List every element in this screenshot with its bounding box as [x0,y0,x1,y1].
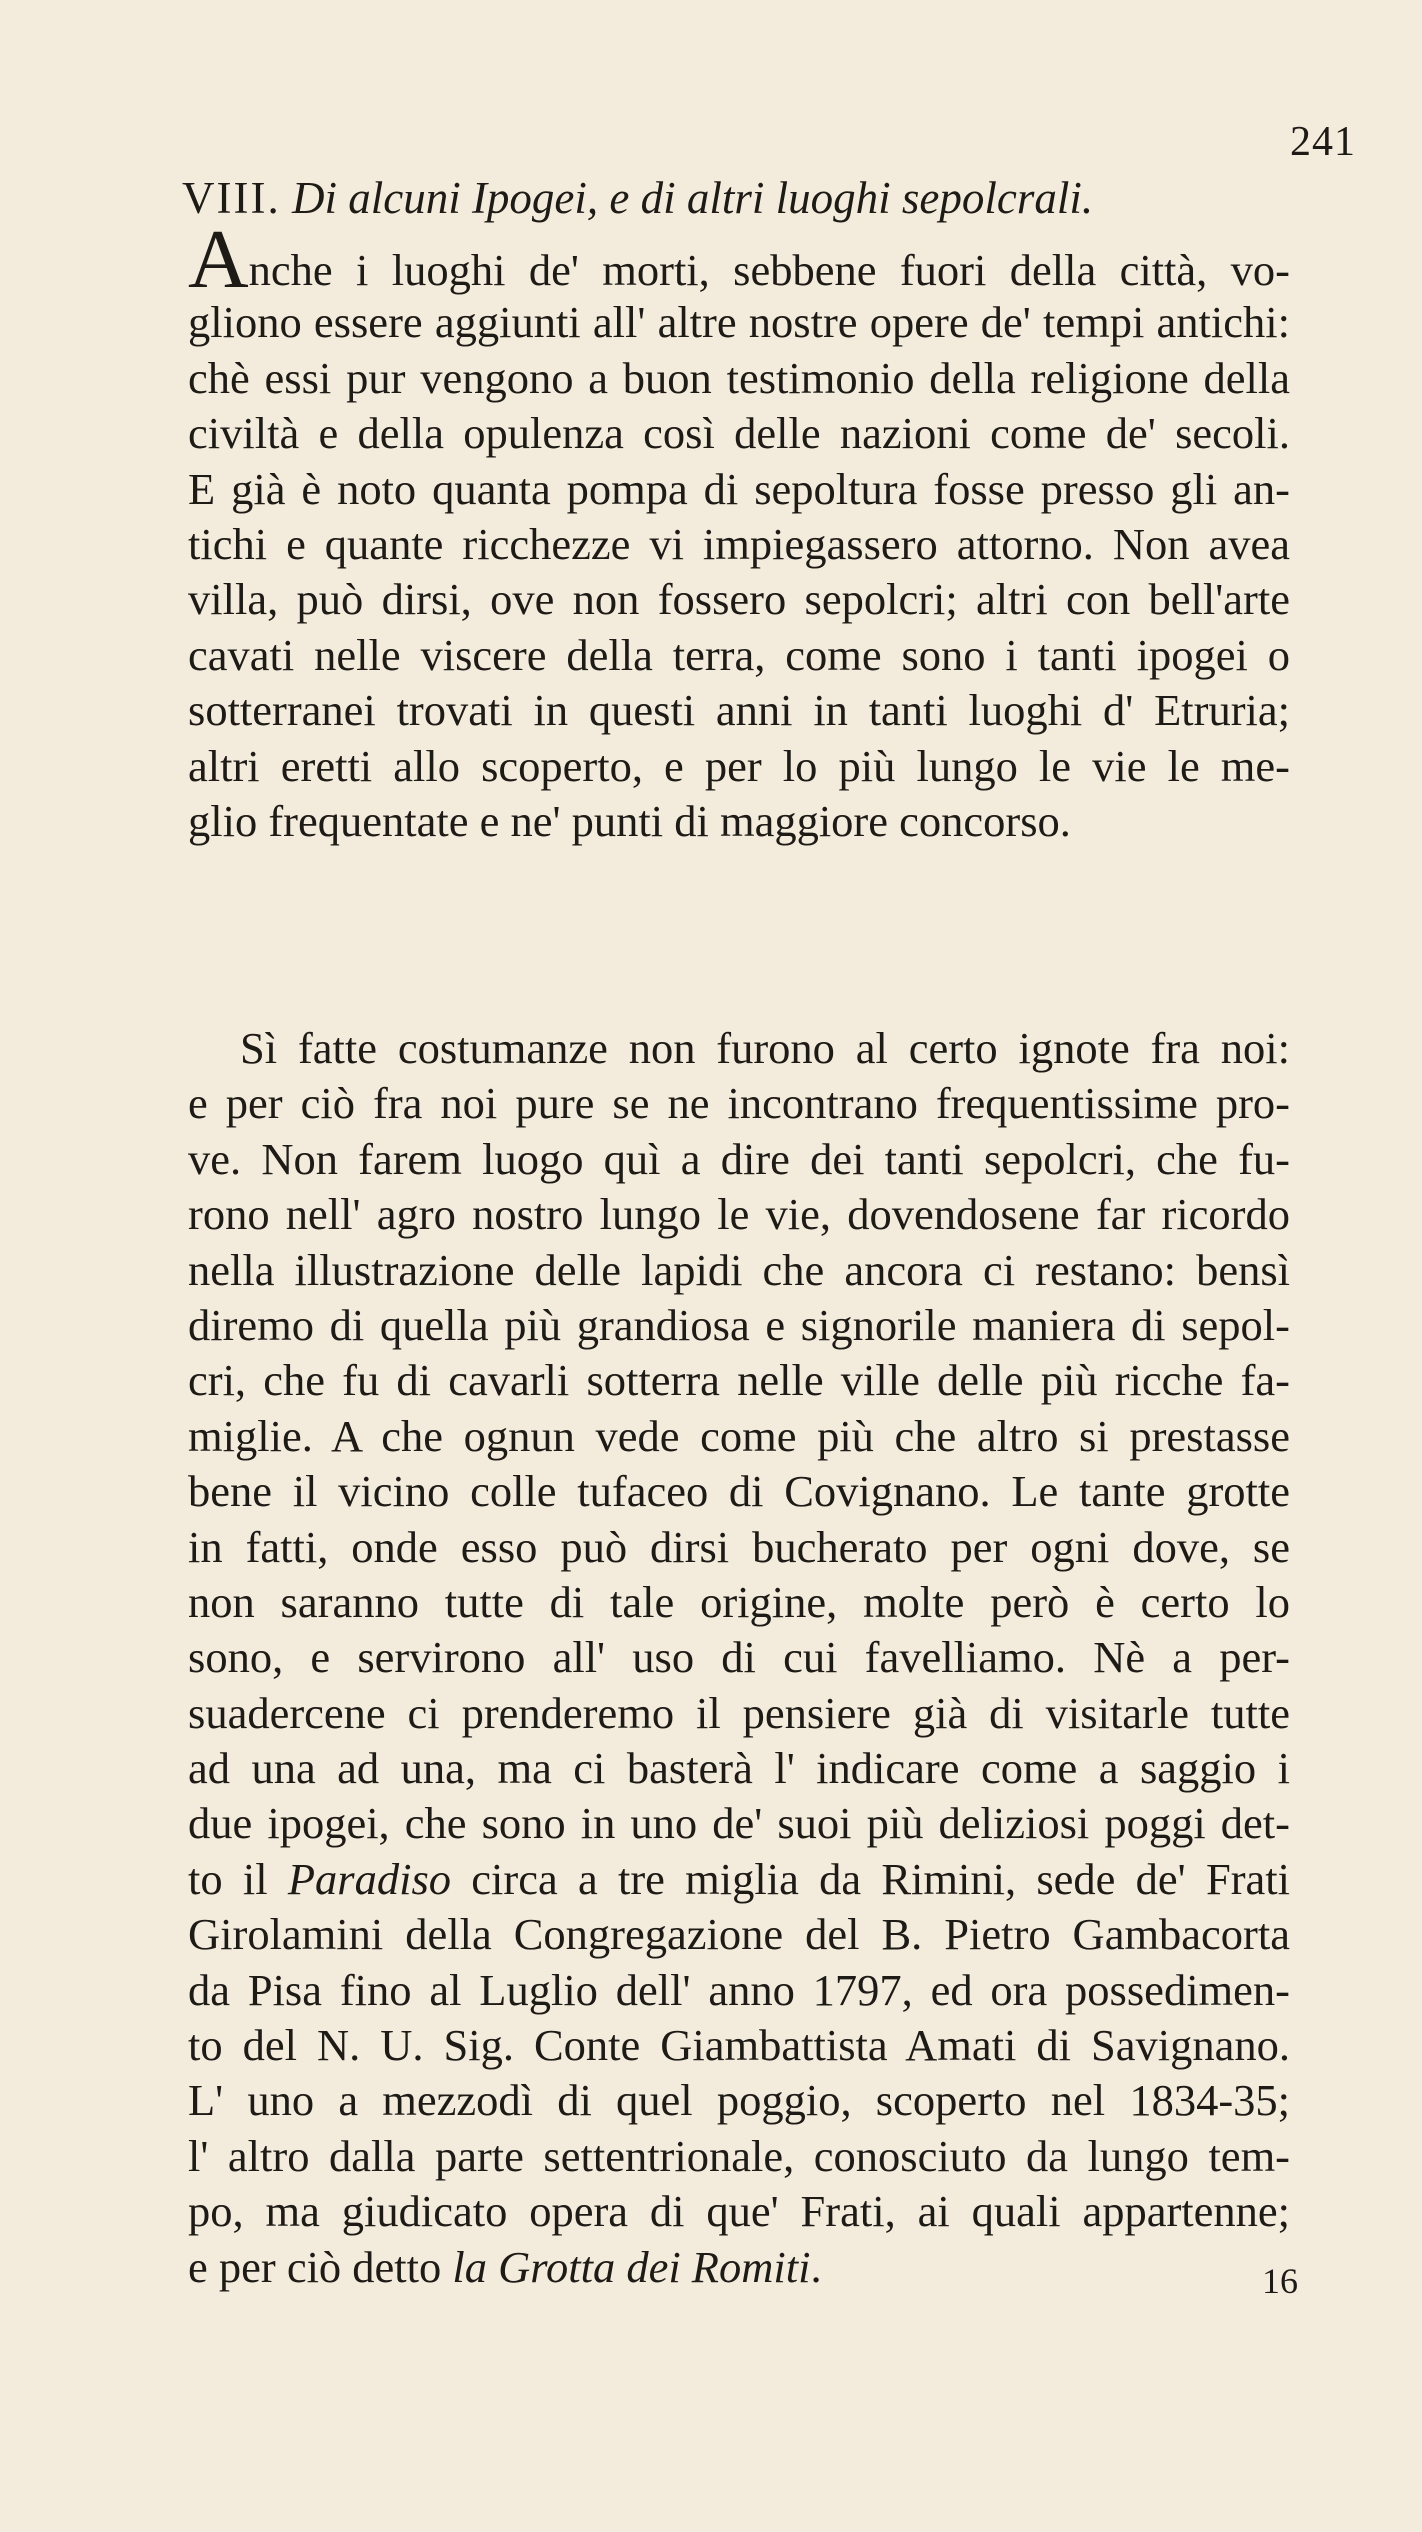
text-line: due ipogei, che sono in uno de' suoi più deliziosi poggi det- [188,1798,1290,1849]
section-title: Di alcuni Ipogei, e di altri luoghi sepolcrali. [291,173,1094,223]
text-line: sotterranei trovati in questi anni in tanti luoghi d' Etruria; [188,685,1290,736]
text-line: Girolamini della Congregazione del B. Pietro Gambacorta [188,1909,1290,1960]
text-line: to il Paradiso circa a tre miglia da Rimini, sede de' Frati [188,1853,1290,1904]
text-line: e per ciò detto la Grotta dei Romiti. [188,2241,822,2292]
text-line: miglie. A che ognun vede come più che altro si prestasse [188,1410,1290,1461]
place-name-paradiso: Paradiso [287,1853,452,1904]
text-line: diremo di quella più grandiosa e signorile maniera di sepol- [188,1299,1290,1350]
text-line: altri eretti allo scoperto, e per lo più lungo le vie le me- [188,740,1290,791]
text-line: tichi e quante ricchezze vi impiegassero attorno. Non avea [188,518,1290,569]
text-line: Sì fatte costumanze non furono al certo ignote fra noi: [240,1023,1290,1073]
text-line: non saranno tutte di tale origine, molte però è certo lo [188,1576,1290,1627]
text-line: ad una ad una, ma ci basterà l' indicare come a saggio i [188,1743,1290,1794]
text-line: gliono essere aggiunti all' altre nostre opere de' tempi antichi: [188,297,1290,348]
drop-cap: A [188,213,249,306]
text-line: rono nell' agro nostro lungo le vie, dovendosene far ricordo [188,1189,1290,1240]
text-line: sono, e servirono all' uso di cui favelliamo. Nè a per- [188,1632,1290,1683]
signature-mark: 16 [1262,2261,1298,2301]
text-line: ve. Non farem luogo quì a dire dei tanti sepolcri, che fu- [188,1133,1290,1184]
text-line: e per ciò fra noi pure se ne incontrano frequentissime pro- [188,1078,1290,1129]
text-line: po, ma giudicato opera di que' Frati, ai quali appartenne; [188,2186,1290,2237]
text-line: glio frequentate e ne' punti di maggiore concorso. [188,795,1071,846]
text-line: chè essi pur vengono a buon testimonio della religione della [188,352,1290,403]
text-line: L' uno a mezzodì di quel poggio, scoperto nel 1834-35; [188,2075,1290,2126]
section-numeral: VIII. [182,173,281,223]
text-line: cri, che fu di cavarli sotterra nelle ville delle più ricche fa- [188,1355,1290,1406]
paragraph-2 [188,1021,1290,2295]
text-line: bene il vicino colle tufaceo di Covignano. Le tante grotte [188,1466,1290,1517]
section-heading [182,172,1093,224]
text-line: nella illustrazione delle lapidi che ancora ci restano: bensì [188,1244,1290,1295]
text-line: E già è noto quanta pompa di sepoltura fosse presso gli an- [188,463,1290,514]
paragraph-1 [188,213,1290,849]
text-line: cavati nelle viscere della terra, come sono i tanti ipogei o [188,629,1290,680]
text-line: l' altro dalla parte settentrionale, conosciuto da lungo tem- [188,2130,1290,2181]
text-line: villa, può dirsi, ove non fossero sepolcri; altri con bell'arte [188,574,1290,625]
text-line: to del N. U. Sig. Conte Giambattista Amati di Savignano. [188,2020,1290,2071]
page-number: 241 [1290,119,1356,165]
place-name-grotta: la Grotta dei Romiti [452,2241,811,2292]
text-line: da Pisa fino al Luglio dell' anno 1797, ed ora possedimen- [188,1964,1290,2015]
text-line: Anche i luoghi de' morti, sebbene fuori della città, vo- [188,213,1290,306]
text-line: civiltà e della opulenza così delle nazioni come de' secoli. [188,408,1290,459]
text-line: in fatti, onde esso può dirsi bucherato per ogni dove, se [188,1521,1290,1572]
text-line: suadercene ci prenderemo il pensiere già di visitarle tutte [188,1687,1290,1738]
